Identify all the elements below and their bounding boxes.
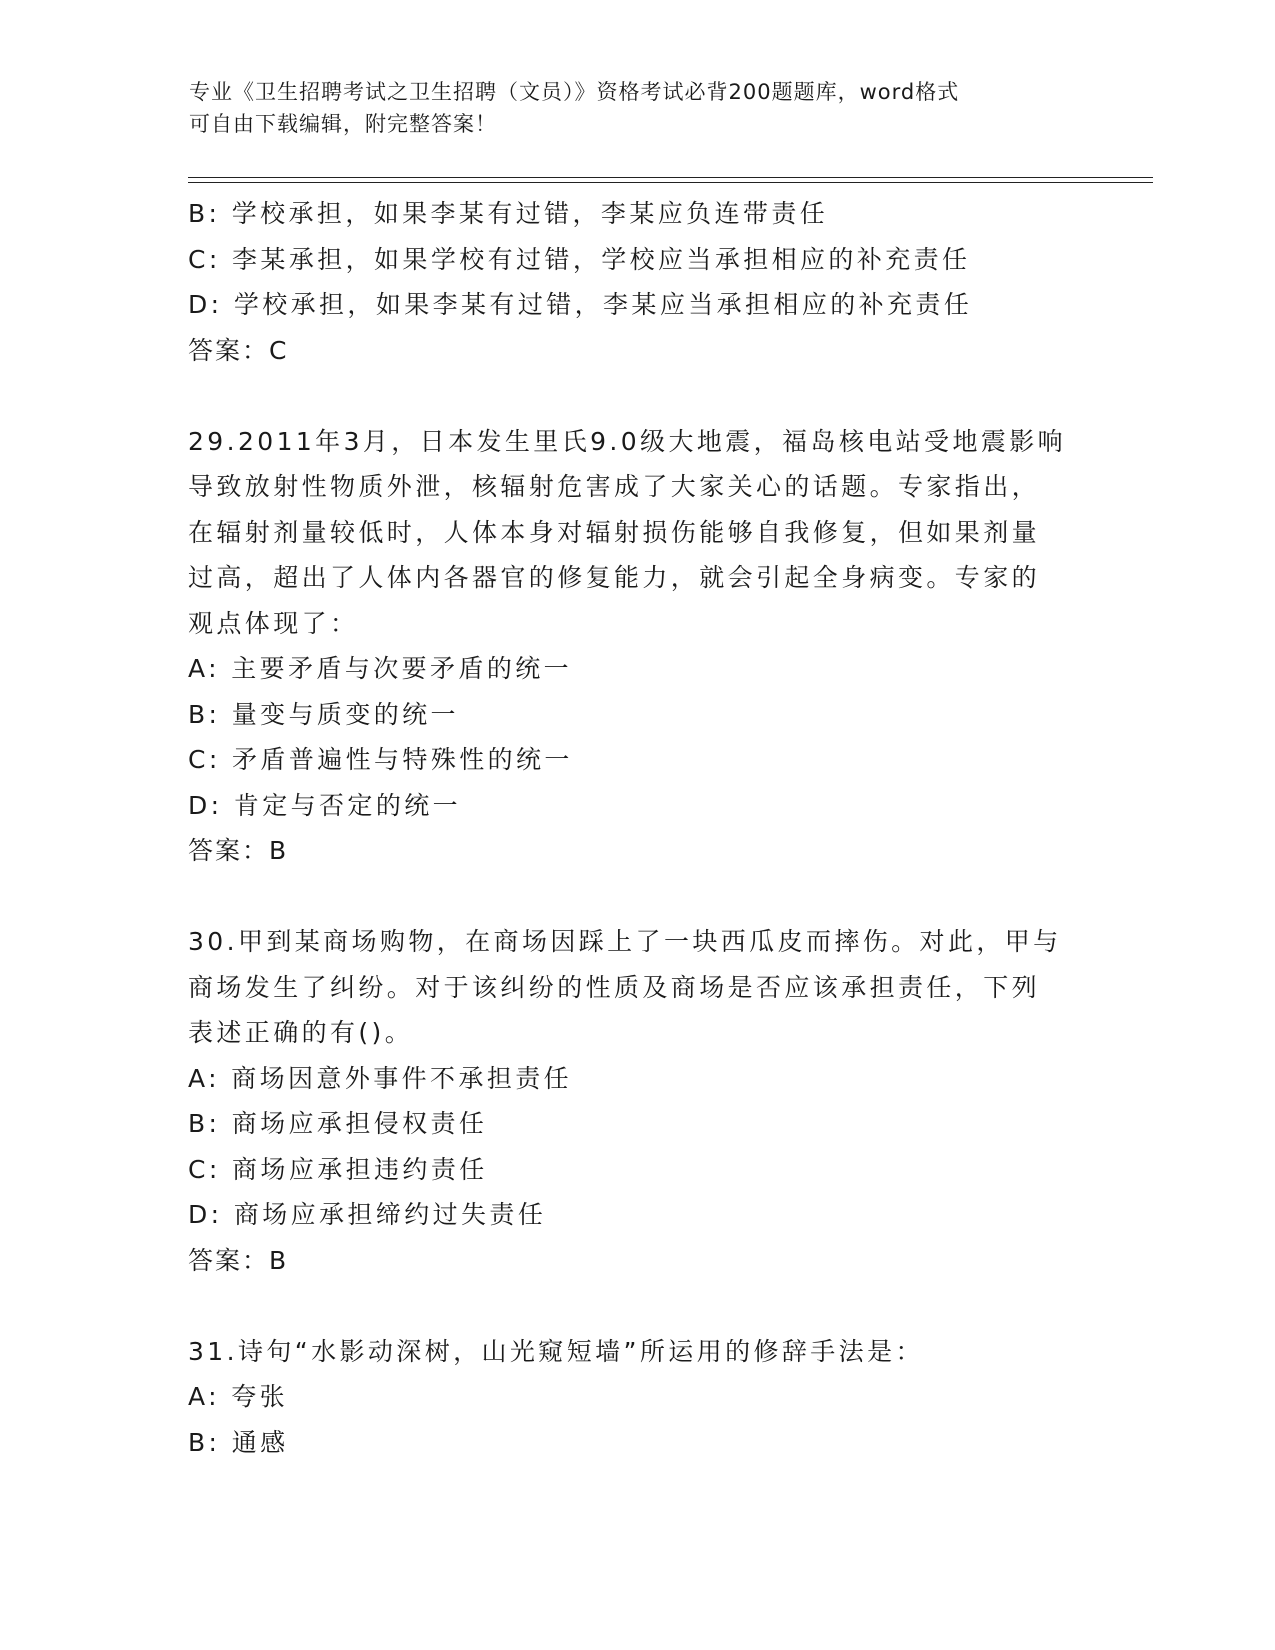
question-list [188, 191, 1088, 1465]
question-stem-line: 在辐射剂量较低时，人体本身对辐射损伤能够自我修复，但如果剂量 [188, 517, 1041, 547]
option-b: B: 通感 [188, 1427, 289, 1457]
question-31 [188, 1329, 1088, 1466]
option-b: B: 学校承担，如果李某有过错，李某应负连带责任 [188, 199, 829, 228]
question-28 [188, 191, 1088, 373]
option-c: C: 商场应承担违约责任 [188, 1154, 488, 1184]
spacer [188, 874, 1088, 920]
option-a: A: 主要矛盾与次要矛盾的统一 [188, 654, 573, 683]
spacer [188, 1283, 1088, 1329]
option-c: C: 矛盾普遍性与特殊性的统一 [188, 745, 573, 774]
document-header [189, 76, 1069, 140]
option-d: D: 商场应承担缔约过失责任 [188, 1200, 547, 1229]
option-a: A: 商场因意外事件不承担责任 [188, 1063, 573, 1093]
option-c: C: 李某承担，如果学校有过错，学校应当承担相应的补充责任 [188, 244, 971, 274]
option-d: D: 学校承担，如果李某有过错，李某应当承担相应的补充责任 [188, 290, 973, 319]
question-stem-line: 过高，超出了人体内各器官的修复能力，就会引起全身病变。专家的 [188, 563, 1041, 592]
answer-line: 答案：C [188, 335, 289, 365]
option-b: B: 量变与质变的统一 [188, 699, 459, 729]
question-stem-line: 观点体现了： [188, 608, 359, 638]
question-30 [188, 919, 1088, 1283]
question-stem-line: 表述正确的有()。 [188, 1018, 414, 1047]
question-stem-line: 31.诗句“水影动深树，山光窥短墙”所运用的修辞手法是： [188, 1336, 924, 1366]
option-d: D: 肯定与否定的统一 [188, 790, 462, 820]
question-stem-line: 导致放射性物质外泄，核辐射危害成了大家关心的话题。专家指出， [188, 472, 1041, 501]
header-divider-top [188, 177, 1153, 178]
question-stem-line: 29.2011年3月，日本发生里氏9.0级大地震，福岛核电站受地震影响 [188, 426, 1067, 456]
answer-line: 答案：B [188, 836, 289, 865]
option-a: A: 夸张 [188, 1382, 289, 1411]
header-line-2: 可自由下载编辑，附完整答案！ [189, 112, 497, 136]
answer-line: 答案：B [188, 1245, 289, 1275]
question-stem-line: 商场发生了纠纷。对于该纠纷的性质及商场是否应该承担责任，下列 [188, 972, 1041, 1002]
option-b: B: 商场应承担侵权责任 [188, 1109, 488, 1138]
header-divider-bottom [188, 182, 1153, 183]
spacer [188, 373, 1088, 419]
question-29 [188, 419, 1088, 874]
question-stem-line: 30.甲到某商场购物，在商场因踩上了一块西瓜皮而摔伤。对此，甲与 [188, 927, 1062, 956]
header-line-1: 专业《卫生招聘考试之卫生招聘（文员）》资格考试必背200题题库，word格式 [189, 80, 960, 104]
